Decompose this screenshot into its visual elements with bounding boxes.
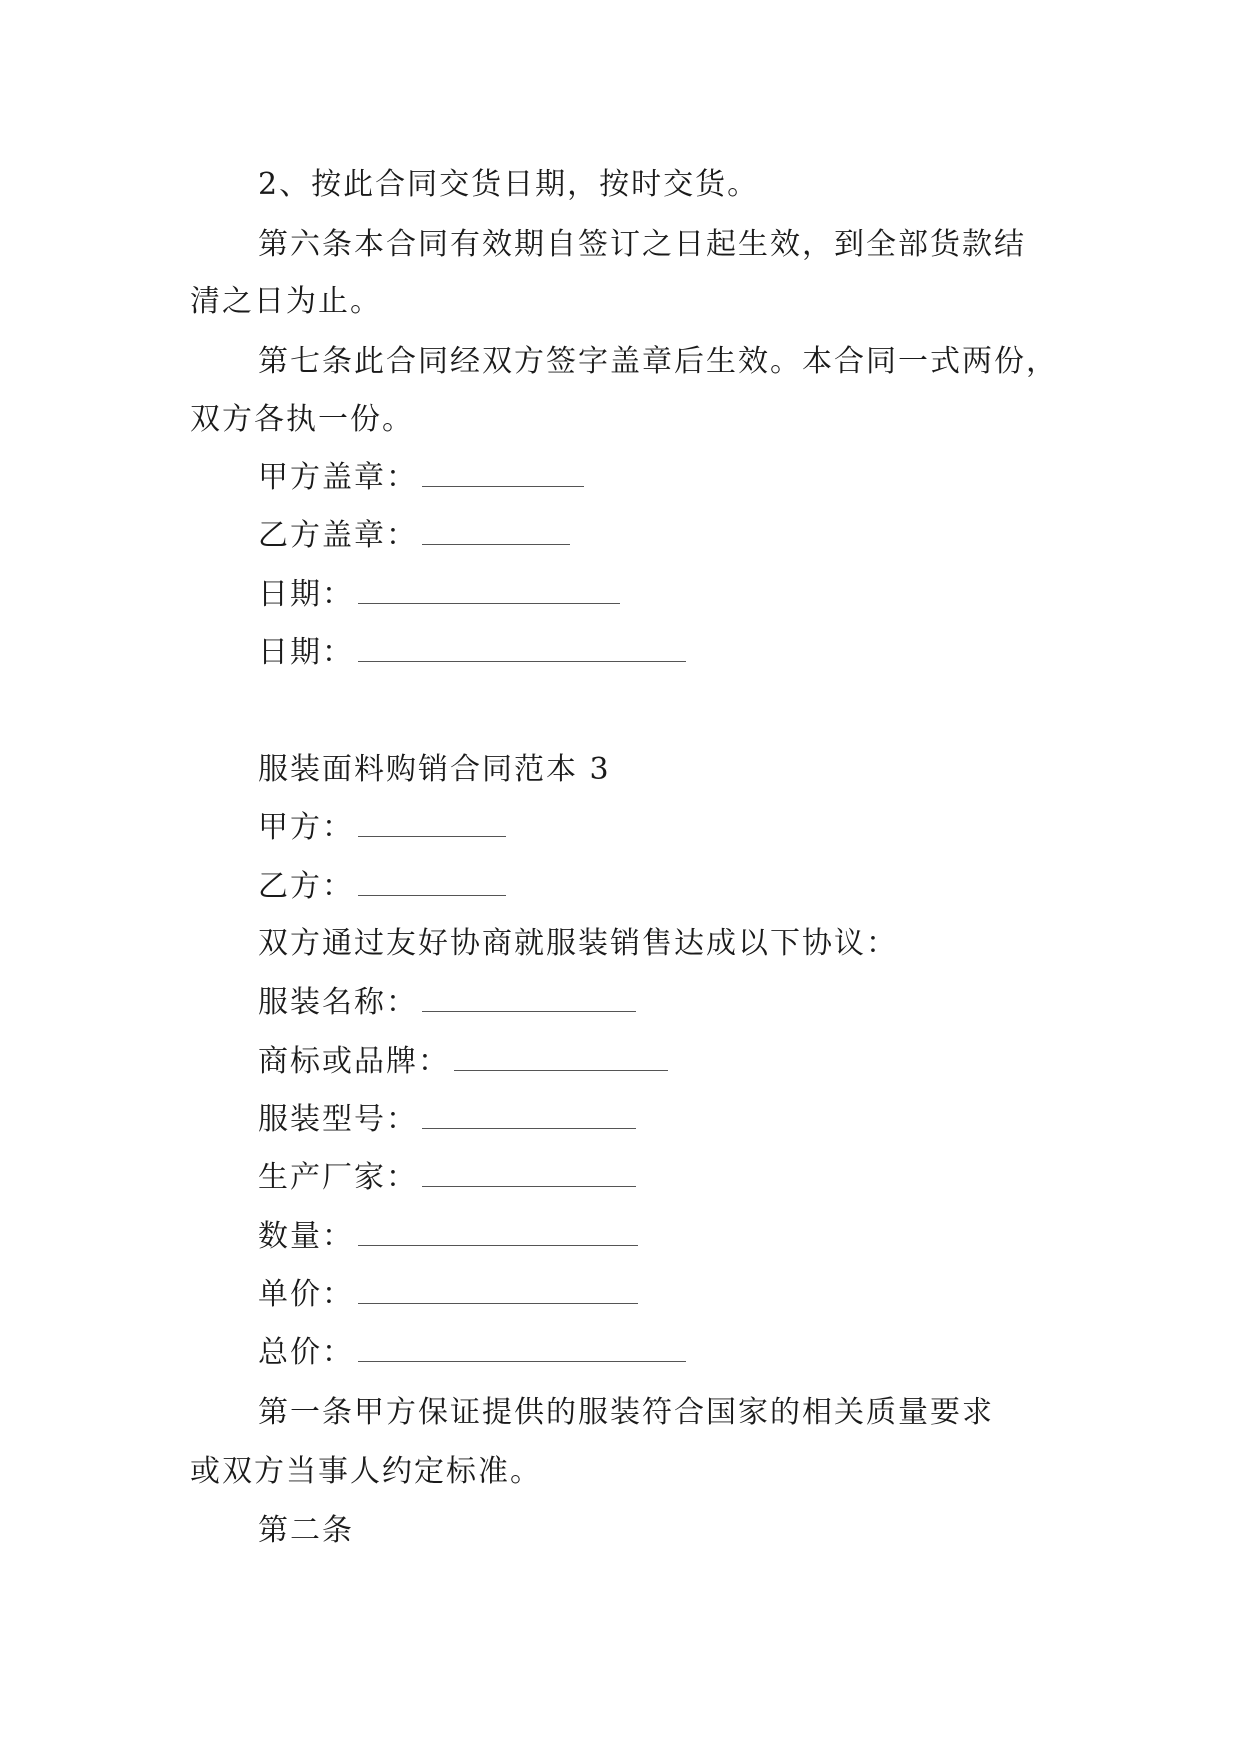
- date-row-1: [258, 577, 620, 613]
- total-price-blank: [358, 1337, 686, 1362]
- section-title: 服装面料购销合同范本 3: [258, 752, 611, 787]
- quantity-label: 数量：: [258, 1219, 354, 1254]
- clause-5-item-2: 2、按此合同交货日期，按时交货。: [258, 167, 760, 202]
- clause-1-line-1: 第一条甲方保证提供的服装符合国家的相关质量要求: [258, 1395, 994, 1430]
- party-b-seal-row: [258, 518, 570, 554]
- brand-row: [258, 1044, 668, 1080]
- date-blank-2: [358, 637, 686, 662]
- party-b-seal-label: 乙方盖章：: [258, 518, 418, 553]
- date-label-2: 日期：: [258, 635, 354, 670]
- manufacturer-row: [258, 1160, 636, 1196]
- party-a-seal-row: [258, 460, 584, 496]
- party-a-label: 甲方：: [258, 810, 354, 845]
- quantity-row: [258, 1219, 638, 1255]
- date-label-1: 日期：: [258, 577, 354, 612]
- clause-6-line-1: 第六条本合同有效期自签订之日起生效，到全部货款结: [258, 227, 1026, 262]
- manufacturer-label: 生产厂家：: [258, 1160, 418, 1195]
- garment-name-blank: [422, 987, 636, 1012]
- quantity-blank: [358, 1221, 638, 1246]
- clause-7-line-1: 第七条此合同经双方签字盖章后生效。本合同一式两份，: [258, 344, 1058, 379]
- garment-name-label: 服装名称：: [258, 985, 418, 1020]
- party-b-seal-blank: [422, 520, 570, 545]
- unit-price-blank: [358, 1279, 638, 1304]
- party-b-label: 乙方：: [258, 869, 354, 904]
- model-blank: [422, 1104, 636, 1129]
- unit-price-label: 单价：: [258, 1277, 354, 1312]
- clause-7-line-2: 双方各执一份。: [190, 402, 414, 437]
- party-a-seal-label: 甲方盖章：: [258, 460, 418, 495]
- model-label: 服装型号：: [258, 1102, 418, 1137]
- manufacturer-blank: [422, 1162, 636, 1187]
- brand-label: 商标或品牌：: [258, 1044, 450, 1079]
- clause-1-line-2: 或双方当事人约定标准。: [190, 1454, 542, 1489]
- unit-price-row: [258, 1277, 638, 1313]
- brand-blank: [454, 1046, 668, 1071]
- party-a-row: [258, 810, 506, 846]
- clause-2-heading: 第二条: [258, 1513, 354, 1548]
- garment-name-row: [258, 985, 636, 1021]
- date-row-2: [258, 635, 686, 671]
- party-b-blank: [358, 871, 506, 896]
- clause-6-line-2: 清之日为止。: [190, 284, 382, 319]
- party-a-seal-blank: [422, 462, 584, 487]
- date-blank-1: [358, 579, 620, 604]
- party-a-blank: [358, 812, 506, 837]
- model-row: [258, 1102, 636, 1138]
- total-price-row: [258, 1335, 686, 1371]
- agreement-intro: 双方通过友好协商就服装销售达成以下协议：: [258, 926, 898, 961]
- party-b-row: [258, 869, 506, 905]
- total-price-label: 总价：: [258, 1335, 354, 1370]
